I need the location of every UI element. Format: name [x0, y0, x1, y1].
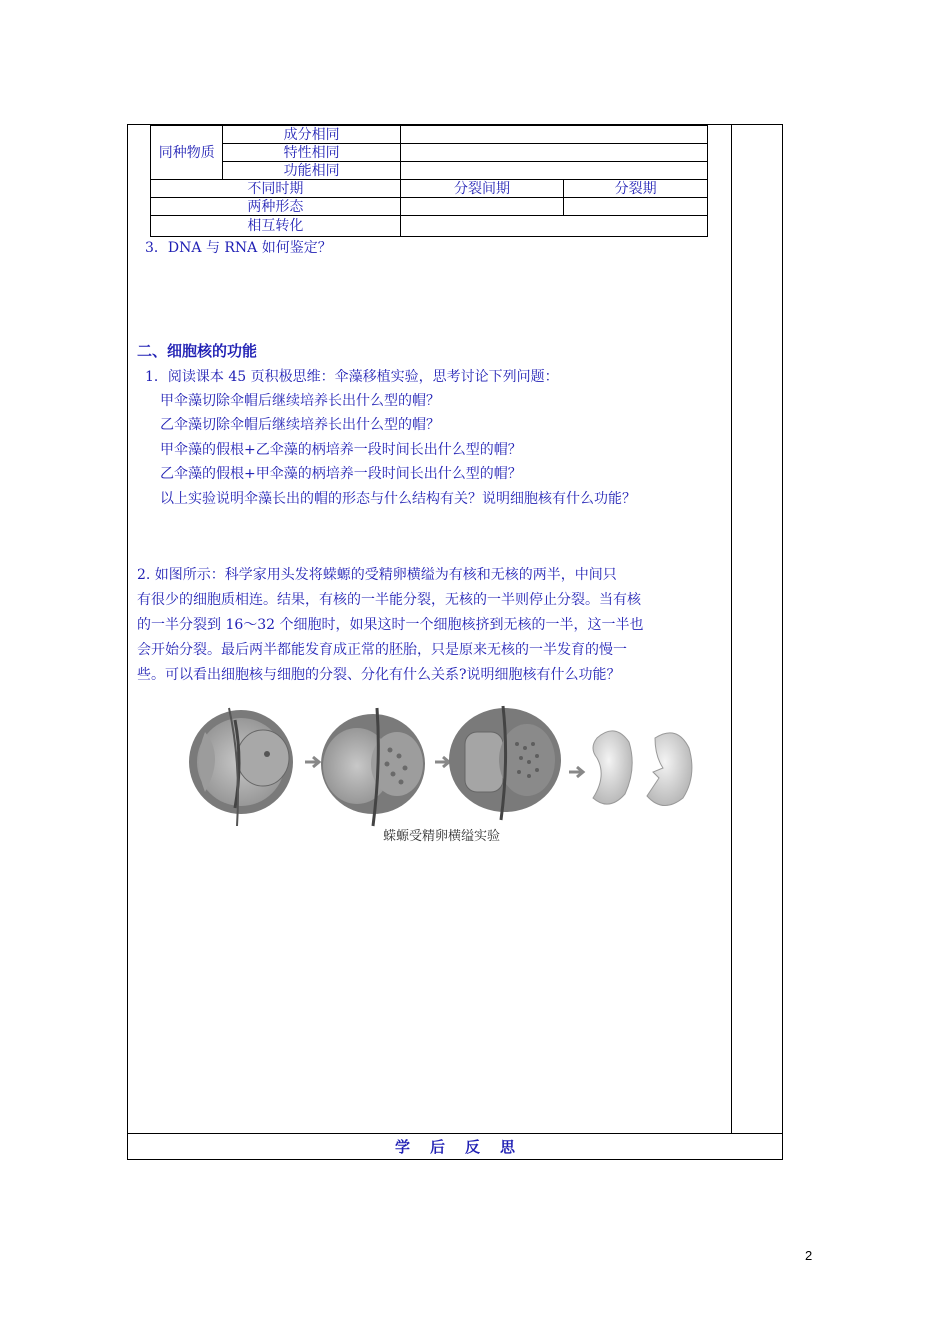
two-forms-cell: 两种形态: [151, 198, 401, 216]
arrow-icon: [569, 767, 583, 777]
egg-stage-1: [189, 708, 293, 826]
interconversion-cell: 相互转化: [151, 216, 401, 237]
question-1-intro: 1．阅读课本 45 页积极思维：伞藻移植实验，思考讨论下列问题：: [145, 369, 559, 385]
question-2-paragraph: 2. 如图所示：科学家用头发将蝾螈的受精卵横缢为有核和无核的两半，中间只 有很少的细胞质相连。结果，有核的一半能分裂，无核的一半则停止分裂。当有核 的一半分裂到 16～32 个细胞时，如果这时一个细胞核挤到无核的一半，这一半也 会开始分裂。最后两半都能发育成正常的胚胎，只是原来无核的一半发育的慢一 些。可以看出细胞核与细胞的分裂、分化有什么关系?说明细胞核有什么功能？: [137, 567, 644, 683]
reflection-footer: 学后反思: [394, 1138, 535, 1156]
egg-stage-3: [449, 706, 561, 820]
composition-cell: 成分相同: [223, 126, 400, 144]
question-1-item: 乙伞藻切除伞帽后继续培养长出什么型的帽？: [160, 417, 440, 433]
question-1-item: 乙伞藻的假根+甲伞藻的柄培养一段时间长出什么型的帽？: [160, 466, 522, 482]
function-answer[interactable]: [400, 162, 707, 180]
arrow-icon: [305, 757, 319, 767]
page-number: 2: [805, 1248, 813, 1263]
property-answer[interactable]: [400, 144, 707, 162]
question-3: 3．DNA 与 RNA 如何鉴定？: [145, 240, 332, 256]
question-1-item: 甲伞藻切除伞帽后继续培养长出什么型的帽？: [160, 393, 440, 409]
interphase-header: 分裂间期: [400, 180, 564, 198]
composition-answer[interactable]: [400, 126, 707, 144]
division-phase-header: 分裂期: [564, 180, 708, 198]
different-period-cell: 不同时期: [151, 180, 401, 198]
figure-caption: 蝾螈受精卵横缢实验: [383, 829, 501, 844]
division-form-answer[interactable]: [564, 198, 708, 216]
property-cell: 特性相同: [223, 144, 400, 162]
same-substance-cell: 同种物质: [151, 126, 223, 180]
embryo-left: [593, 731, 632, 804]
right-column-divider: [731, 124, 732, 1134]
question-1-item: 以上实验说明伞藻长出的帽的形态与什么结构有关？说明细胞核有什么功能？: [160, 491, 636, 507]
arrow-icon: [435, 757, 449, 767]
interconversion-answer[interactable]: [400, 216, 707, 237]
function-cell: 功能相同: [223, 162, 400, 180]
interphase-form-answer[interactable]: [400, 198, 564, 216]
nucleus-comparison-table: [150, 125, 708, 237]
embryo-right: [647, 733, 692, 806]
egg-stage-2: [321, 708, 425, 826]
question-1-item: 甲伞藻的假根+乙伞藻的柄培养一段时间长出什么型的帽？: [160, 442, 522, 458]
section-2-title: 二、细胞核的功能: [137, 342, 258, 360]
